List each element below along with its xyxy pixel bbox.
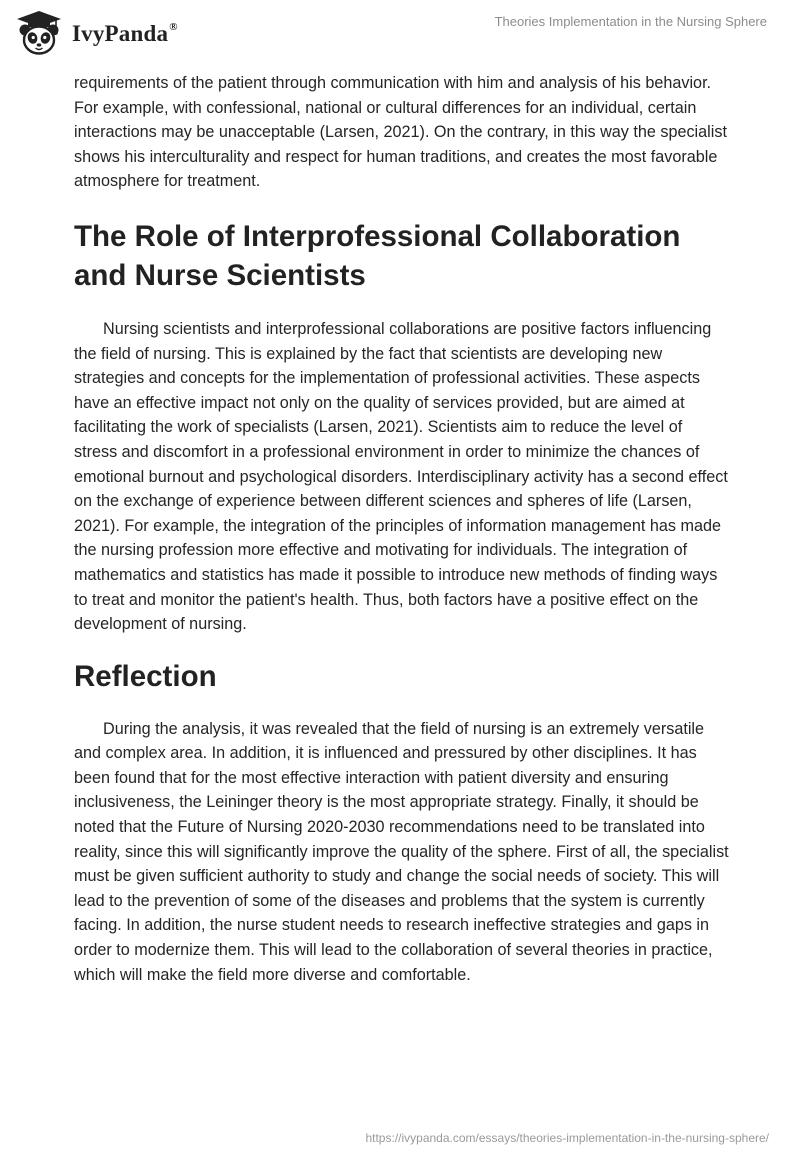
section-heading-collaboration: The Role of Interprofessional Collaboration and Nurse Scientists xyxy=(74,219,681,292)
reflection-paragraph: During the analysis, it was revealed that the field of nursing is an extremely versatile and complex area. In addition, it is influenced and pressured by other disciplines. It has been found that for the most effective interaction with patient diversity and ensuring inclusiveness, the Leininger theory is the most appropriate strategy. Finally, it should be noted that the Future of Nursing 2020-2030 recommendations need to be translated into reality, since this will significantly improve the quality of the sphere. First of all, the specialist must be given sufficient authority to study and change the social needs of society. This will lead to the prevention of some of the diseases and problems that the system is currently facing. In addition, the nurse student needs to research ineffective strategies and gaps in order to modernize them. This will lead to the collaboration of several theories in practice, which will make the field more diverse and comfortable. xyxy=(74,719,729,984)
logo-name: IvyPanda xyxy=(72,21,169,46)
intro-paragraph: requirements of the patient through communication with him and analysis of his behavior. For example, with confessional, national or cultural differences for an individual, certain interactions may be unacceptable (Larsen, 2021). On the contrary, in this way the specialist shows his interculturality and respect for human traditions, and creates the most favorable atmosphere for treatment. xyxy=(74,74,727,191)
document-title: Theories Implementation in the Nursing Sphere xyxy=(494,14,767,29)
source-url[interactable]: https://ivypanda.com/essays/theories-implementation-in-the-nursing-sphere/ xyxy=(365,1131,769,1145)
registered-mark: ® xyxy=(169,21,178,34)
logo[interactable] xyxy=(14,8,178,58)
section-heading-reflection: Reflection xyxy=(74,659,217,693)
logo-text xyxy=(72,21,178,47)
essay-content xyxy=(74,71,729,987)
panda-graduate-icon xyxy=(14,8,64,58)
page-header xyxy=(0,0,800,62)
collaboration-paragraph: Nursing scientists and interprofessional collaborations are positive factors influencing the field of nursing. This is explained by the fact that scientists are developing new strategies and concepts for the implementation of professional activities. These aspects have an effective impact not only on the quality of services provided, but are aimed at facilitating the work of specialists (Larsen, 2021). Scientists aim to reduce the level of stress and discomfort in a professional environment in order to minimize the chances of emotional burnout and psychological disorders. Interdisciplinary activity has a second effect on the exchange of experience between different sciences and spheres of life (Larsen, 2021). For example, the integration of the principles of information management has made the nursing profession more effective and motivating for individuals. The integration of mathematics and statistics has made it possible to introduce new methods of finding ways to treat and monitor the patient's health. Thus, both factors have a positive effect on the development of nursing. xyxy=(74,319,728,634)
